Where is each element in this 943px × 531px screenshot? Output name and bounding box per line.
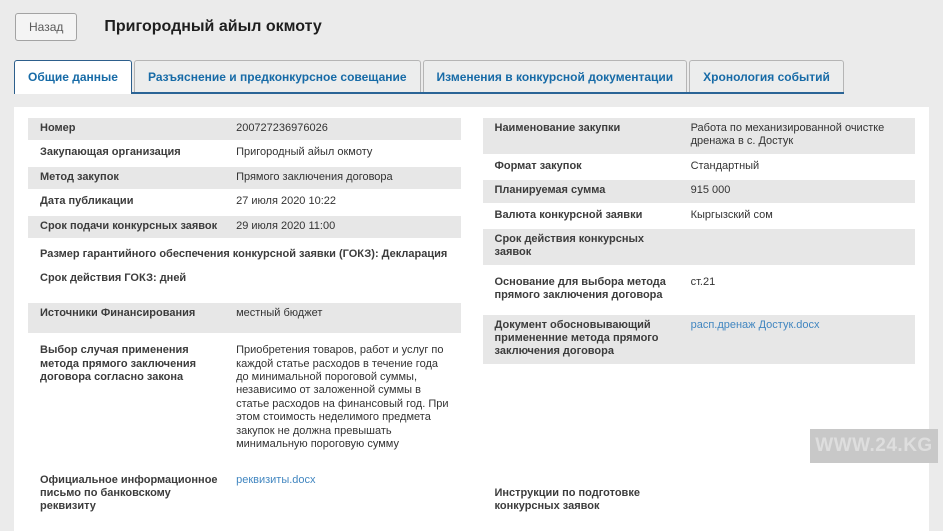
row-label: Планируемая сумма — [494, 184, 606, 197]
justification-doc-link[interactable]: расп.дренаж Достук.docx — [690, 318, 820, 331]
table-row-bank-letter — [28, 470, 461, 519]
row-value — [691, 233, 903, 260]
row-value: Приобретения товаров, работ и услуг по каждой статье расходов в течение года до минимальной пороговой суммы, независимо от заложенной суммы в статье расходов на финансовый год. При этом стоимость неделимого предмета закупок не должна превышать минимальную пороговую сумму — [236, 344, 449, 451]
page-header — [0, 0, 943, 47]
row-value: Работа по механизированной очистке дренажа в с. Достук — [690, 122, 885, 148]
row-label: Срок действия конкурсных заявок — [494, 233, 645, 259]
gokz-info-block — [28, 240, 461, 301]
gokz-size-text: Размер гарантийного обеспечения конкурсной заявки (ГОКЗ): Декларация — [40, 248, 448, 261]
row-label: Наименование закупки — [494, 122, 621, 134]
row-label: Основание для выбора метода прямого заключения договора — [494, 275, 666, 302]
row-label: Дата публикации — [40, 195, 134, 208]
row-value: 27 июля 2020 10:22 — [236, 195, 337, 208]
row-label: Закупающая организация — [40, 146, 181, 159]
row-label: Официальное информационное письмо по банковскому реквизиту — [40, 473, 218, 513]
row-label: Выбор случая применения метода прямого заключения договора согласно закона — [40, 344, 197, 384]
row-value: Кыргызский сом — [690, 208, 773, 221]
table-row-procurement-name — [483, 118, 916, 154]
table-row-bid-validity — [483, 229, 916, 265]
table-row-procurement-format — [483, 156, 916, 178]
tab-documentation-changes[interactable]: Изменения в конкурсной документации — [423, 60, 688, 92]
page-title: Пригородный айыл окмоту — [104, 18, 322, 35]
row-label: Номер — [40, 122, 76, 134]
table-row-direct-contract-case — [28, 340, 461, 456]
table-row-direct-contract-basis — [483, 272, 916, 308]
row-value: Стандартный — [690, 159, 760, 172]
row-label: Срок подачи конкурсных заявок — [40, 219, 218, 232]
row-value: 915 000 — [690, 184, 731, 197]
tab-bar — [14, 60, 943, 94]
back-button[interactable]: Назад — [15, 13, 77, 41]
table-row-funding-sources — [28, 303, 461, 333]
table-row-planned-amount — [483, 180, 916, 202]
row-value: 200727236976026 — [236, 122, 328, 134]
tab-clarification-meeting[interactable]: Разъяснение и предконкурсное совещание — [134, 60, 421, 92]
row-label: Валюта конкурсной заявки — [494, 208, 643, 221]
row-label: Метод закупок — [40, 170, 119, 183]
row-value: Прямого заключения договора — [236, 170, 393, 183]
row-label: Инструкции по подготовке конкурсных заявок — [494, 486, 640, 513]
row-label: Документ обосновывающий примененние метода прямого заключения договора — [494, 318, 659, 358]
table-row-bid-currency — [483, 205, 916, 227]
row-value: 29 июля 2020 11:00 — [236, 219, 336, 232]
row-label: Формат закупок — [494, 159, 582, 172]
site-watermark: WWW.24.KG — [810, 429, 938, 463]
table-row-bid-deadline — [28, 216, 461, 238]
table-row-publication-date — [28, 191, 461, 213]
left-column — [28, 118, 461, 521]
row-value: местный бюджет — [236, 306, 323, 319]
table-row-purchasing-org — [28, 142, 461, 164]
table-row-bid-instructions — [483, 483, 916, 519]
gokz-validity-text: Срок действия ГОКЗ: дней — [40, 272, 187, 285]
tab-event-chronology[interactable]: Хронология событий — [689, 60, 844, 92]
table-row-number — [28, 118, 461, 140]
general-data-panel — [14, 107, 929, 531]
table-row-procurement-method — [28, 167, 461, 189]
table-row-justification-doc — [483, 315, 916, 364]
tab-general-data[interactable]: Общие данные — [14, 60, 132, 94]
row-value: ст.21 — [690, 275, 716, 288]
row-label: Источники Финансирования — [40, 306, 196, 319]
row-value: Пригородный айыл окмоту — [236, 146, 373, 159]
tab-list — [14, 60, 844, 94]
row-value — [691, 487, 903, 514]
bank-letter-doc-link[interactable]: реквизиты.docx — [236, 473, 316, 486]
